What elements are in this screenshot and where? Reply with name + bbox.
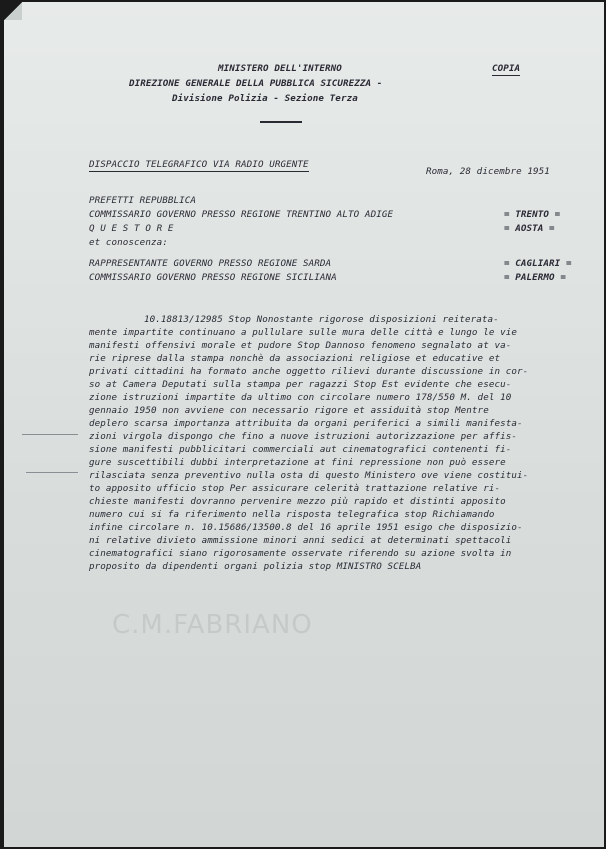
body-text-line: rilasciata senza preventivo nulla osta di questo Ministero ove viene costitui-	[89, 470, 529, 481]
body-text-line: proposito da dipendenti organi polizia stop MINISTRO SCELBA	[89, 561, 422, 572]
body-text-line: numero cui si fa riferimento nella risposta telegrafica stop Richiamando	[89, 509, 495, 520]
body-text-line: so at Camera Deputati sulla stampa per ragazzi Stop Est evidente che esecu-	[89, 379, 512, 390]
body-text-line: deplero scarsa importanza attribuita da organi periferici a simili manifesta-	[89, 418, 523, 429]
body-text-line: privati cittadini ha formato anche oggetto rilievi durante discussione in cor-	[89, 366, 529, 377]
body-text-line: zione istruzioni impartite da ultimo con circolare numero 178/550 M. del 10	[89, 392, 512, 403]
recipient-city: = AOSTA =	[504, 223, 555, 234]
page-corner-fold	[4, 2, 22, 20]
body-text-line: 10.18813/12985 Stop Nonostante rigorose disposizioni reiterata-	[144, 314, 499, 325]
direction-title: DIREZIONE GENERALE DELLA PUBBLICA SICUREZZA -	[129, 78, 383, 89]
division-title: Divisione Polizia - Sezione Terza	[172, 93, 358, 104]
paper-watermark: C.M.FABRIANO	[112, 610, 313, 640]
body-text-line: gure suscettibili dubbi interpretazione at fini repressione non può essere	[89, 457, 506, 468]
body-text-line: cinematografici siano rigorosamente osservate riferendo su azione svolta in	[89, 548, 512, 559]
body-text-line: ni relative divieto ammissione minori anni sedici at determinati spettacoli	[89, 535, 512, 546]
body-text-line: mente impartite continuano a pullulare sulle mura delle città e lungo le vie	[89, 327, 517, 338]
recipient-city: = CAGLIARI =	[504, 258, 572, 269]
body-text-line: rie riprese dalla stampa nonchè da associazioni religiose et educative et	[89, 353, 501, 364]
header-divider	[260, 121, 302, 123]
dispatch-type-text: DISPACCIO TELEGRAFICO VIA RADIO URGENTE	[89, 159, 309, 170]
dispatch-type	[89, 159, 309, 170]
body-text-line: infine circolare n. 10.15686/13500.8 del 16 aprile 1951 esigo che disposizio-	[89, 522, 523, 533]
recipient-line: Q U E S T O R E	[89, 223, 174, 234]
body-text-line: to apposito ufficio stop Per assicurare celerità trattazione relative ri-	[89, 483, 501, 494]
recipient-line: COMMISSARIO GOVERNO PRESSO REGIONE SICILIANA	[89, 272, 337, 283]
document-page	[4, 2, 604, 847]
body-text-line: chieste manifesti dovranno pervenire mezzo più rapido et distinti apposito	[89, 496, 506, 507]
margin-mark	[22, 434, 78, 435]
recipient-line: et conoscenza:	[89, 237, 168, 248]
recipient-city: = PALERMO =	[504, 272, 566, 283]
recipient-city: = TRENTO =	[504, 209, 561, 220]
body-text-line: zioni virgola dispongo che fino a nuove istruzioni autorizzazione per affis-	[89, 431, 517, 442]
copy-mark: COPIA	[492, 63, 521, 74]
recipient-line: RAPPRESENTANTE GOVERNO PRESSO REGIONE SARDA	[89, 258, 332, 269]
body-text-line: gennaio 1950 non avviene con necessario rigore et assiduità stop Mentre	[89, 405, 489, 416]
body-text-line: sione manifesti pubblicitari commerciali aut cinematografici contenenti fi-	[89, 444, 512, 455]
body-text-line: manifesti offensivi morale et pudore Stop Dannoso fenomeno segnalato at va-	[89, 340, 512, 351]
recipient-line: COMMISSARIO GOVERNO PRESSO REGIONE TRENTINO ALTO ADIGE	[89, 209, 394, 220]
place-date: Roma, 28 dicembre 1951	[426, 166, 550, 177]
margin-mark	[26, 472, 78, 473]
recipient-line: PREFETTI REPUBBLICA	[89, 195, 196, 206]
ministry-title: MINISTERO DELL'INTERNO	[218, 63, 342, 74]
